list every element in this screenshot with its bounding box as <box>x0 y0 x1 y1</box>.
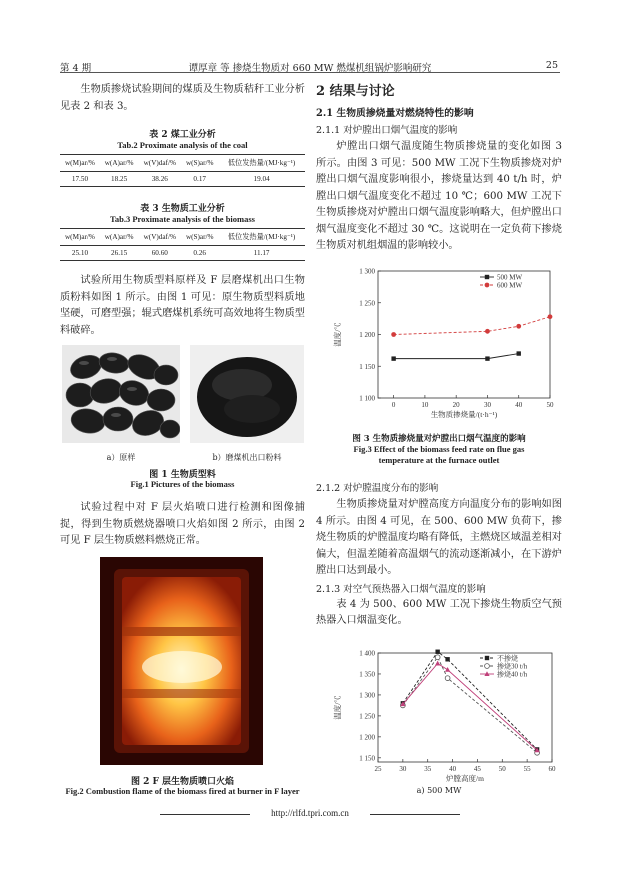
issue-label: 第 4 期 <box>60 63 92 74</box>
data-point <box>517 351 521 355</box>
data-point <box>516 324 521 329</box>
y-tick-label: 1 250 <box>359 712 375 721</box>
coal-analysis-table <box>60 154 305 187</box>
fig4-subcaption: a) 500 MW <box>416 786 462 795</box>
table-header: 低位发热量/(MJ·kg⁻¹) <box>227 233 296 241</box>
subsubsection-heading: 2.1.1 对炉膛出口烟气温度的影响 <box>316 125 458 136</box>
x-tick-label: 20 <box>452 401 460 409</box>
table-header: w(A)ar/% <box>104 233 134 241</box>
fig4-chart <box>330 648 560 788</box>
flame-paragraph: 试验过程中对 F 层火焰喷口进行检测和图像捕捉，得到生物质燃烧器喷口火焰如图 2 所示，由图 2 可见 F 层生物质燃料燃烧正常。 <box>60 502 305 546</box>
y-tick-label: 1 150 <box>359 362 375 371</box>
table-header: w(S)ar/% <box>185 233 214 241</box>
data-point <box>391 356 395 360</box>
y-tick-label: 1 300 <box>359 267 375 276</box>
table-cell: 18.25 <box>111 175 128 183</box>
table2-caption-en: Tab.2 Proximate analysis of the coal <box>117 140 248 150</box>
x-tick-label: 50 <box>546 401 554 409</box>
y-tick-label: 1 350 <box>359 670 375 679</box>
header-rule <box>60 72 560 73</box>
table-header: w(M)ar/% <box>64 159 95 167</box>
table-cell: 19.04 <box>253 175 270 183</box>
x-tick-label: 40 <box>449 765 457 773</box>
fig2-caption-cn: 图 2 F 层生物质喷口火焰 <box>130 777 235 787</box>
right-column <box>316 80 562 255</box>
flue-gas-paragraph: 炉膛出口烟气温度随生物质掺烧量的变化如图 3 所示。由图 3 可见：500 MW 工况下生物质掺烧对炉膛出口烟气温度影响很小，掺烧量达到 40 t/h 时，炉膛出口烟气温度变化不超过 10 ℃；600 MW 工况下生物质掺烧对炉膛出口烟气温度影响略大，但炉膛出口烟气温度变化不超过 30 ℃。这说明在一定负荷下掺烧生物质对机组烟温的影响较小。 <box>316 141 562 251</box>
data-point <box>485 329 490 334</box>
x-tick-label: 10 <box>421 401 429 409</box>
y-axis-label: 温度/℃ <box>333 322 342 347</box>
table-header: 低位发热量/(MJ·kg⁻¹) <box>227 159 296 167</box>
x-axis-label: 生物质掺烧量/(t·h⁻¹) <box>430 410 498 419</box>
fig1-caption-cn: 图 1 生物质型料 <box>149 470 216 480</box>
right-column-lower <box>316 480 562 630</box>
y-tick-label: 1 200 <box>359 331 375 339</box>
x-tick-label: 40 <box>515 401 523 409</box>
table-header: w(V)daf/% <box>143 159 176 167</box>
table-cell: 38.26 <box>151 175 168 183</box>
x-tick-label: 35 <box>424 765 432 773</box>
fig3-caption-en-1: Fig.3 Effect of the biomass feed rate on flue gas <box>353 444 525 454</box>
data-point <box>485 356 489 360</box>
footer-url: http://rlfd.tpri.com.cn <box>271 808 349 818</box>
y-tick-label: 1 400 <box>359 649 375 658</box>
page-number: 25 <box>545 60 558 71</box>
fig3-caption-en-2: temperature at the furnace outlet <box>378 455 500 465</box>
x-axis-label: 炉膛高度/m <box>446 774 484 783</box>
data-point <box>445 676 450 681</box>
biomass-analysis-table <box>60 228 305 261</box>
data-point <box>435 661 440 666</box>
table-header: w(S)ar/% <box>185 159 214 167</box>
table2-caption-cn: 表 2 煤工业分析 <box>149 130 216 140</box>
table-cell: 0.17 <box>193 175 206 183</box>
data-point <box>485 283 490 288</box>
table3-caption-en: Tab.3 Proximate analysis of the biomass <box>110 214 255 224</box>
burner-flame-image <box>100 557 263 765</box>
intro-paragraph: 生物质掺烧试验期间的煤质及生物质秸秆工业分析见表 2 和表 3。 <box>60 84 305 112</box>
subsubsection-heading: 2.1.3 对空气预热器入口烟气温度的影响 <box>316 583 486 595</box>
subsection-heading: 2.1 生物质掺烧量对燃烧特性的影响 <box>316 108 474 119</box>
data-point <box>445 667 450 672</box>
data-point <box>485 664 490 669</box>
legend-label: 不掺烧 <box>497 654 518 663</box>
table-header: w(A)ar/% <box>104 159 134 167</box>
running-title: 谭厚章 等 掺烧生物质对 660 MW 燃煤机组锅炉影响研究 <box>188 63 432 74</box>
section-heading: 2 结果与讨论 <box>316 84 395 99</box>
y-tick-label: 1 100 <box>359 394 375 403</box>
subsubsection-heading: 2.1.2 对炉膛温度分布的影响 <box>316 483 439 494</box>
fig1-subcaption-b: b）磨煤机出口粉料 <box>212 453 282 462</box>
table3-caption-cn: 表 3 生物质工业分析 <box>140 204 225 214</box>
legend-label: 500 MW <box>497 273 523 282</box>
furnace-temperature-paragraph: 生物质掺烧量对炉膛高度方向温度分布的影响如图 4 所示。由图 4 可见，在 500、600 MW 负荷下，掺烧生物质的炉膛温度均略有降低，主燃烧区域温差相对偏大，但温差随着高温烟气的流动逐渐减小，在下游炉膛出口达到最小。 <box>316 499 562 576</box>
fig3-caption-cn: 图 3 生物质掺烧量对炉膛出口烟气温度的影响 <box>352 434 526 444</box>
x-tick-label: 60 <box>548 765 556 773</box>
fig1-subcaption-a: a）原样 <box>106 453 136 462</box>
left-column <box>60 82 305 339</box>
x-tick-label: 0 <box>391 401 396 409</box>
legend-label: 600 MW <box>497 281 523 290</box>
y-axis-label: 温度/℃ <box>333 695 342 720</box>
legend-label: 掺烧40 t/h <box>497 670 528 679</box>
table-cell: 17.50 <box>71 175 89 183</box>
x-tick-label: 50 <box>498 765 506 773</box>
series-line <box>394 354 519 359</box>
table-header: w(M)ar/% <box>64 233 95 241</box>
data-point <box>445 657 449 661</box>
biomass-pellets-image <box>62 345 180 443</box>
data-point <box>391 332 396 337</box>
biomass-powder-image <box>190 345 304 443</box>
air-preheater-paragraph: 表 4 为 500、600 MW 工况下掺烧生物质空气预热器入口烟温变化。 <box>316 598 562 626</box>
data-point <box>485 656 489 660</box>
x-tick-label: 25 <box>374 765 382 773</box>
data-point <box>548 314 553 319</box>
y-tick-label: 1 250 <box>359 299 375 308</box>
fig1-caption-en: Fig.1 Pictures of the biomass <box>130 479 235 489</box>
x-tick-label: 55 <box>523 765 531 773</box>
table-cell: 60.60 <box>151 249 168 257</box>
table-cell: 25.10 <box>71 249 89 257</box>
x-tick-label: 30 <box>399 765 407 773</box>
x-tick-label: 45 <box>473 765 481 773</box>
data-point <box>435 655 440 660</box>
y-tick-label: 1 200 <box>359 733 375 742</box>
y-tick-label: 1 150 <box>359 754 375 763</box>
biomass-description-paragraph: 试验所用生物质型料原样及 F 层磨煤机出口生物质粉料如图 1 所示。由图 1 可见：原生物质型料质地坚硬，可磨型强；辊式磨煤机系统可高效地将生物质型料破碎。 <box>60 275 305 336</box>
data-point <box>485 275 489 279</box>
y-tick-label: 1 300 <box>359 691 375 700</box>
table-cell: 11.17 <box>253 249 270 257</box>
table-cell: 26.15 <box>111 249 128 257</box>
fig3-chart <box>330 264 560 424</box>
legend-label: 掺烧30 t/h <box>497 662 528 671</box>
x-tick-label: 30 <box>483 401 491 409</box>
fig2-caption-en: Fig.2 Combustion flame of the biomass fired at burner in F layer <box>65 786 300 796</box>
table-header: w(V)daf/% <box>143 233 176 241</box>
table-cell: 0.26 <box>193 249 206 257</box>
data-point <box>435 650 439 654</box>
series-line <box>394 317 550 335</box>
